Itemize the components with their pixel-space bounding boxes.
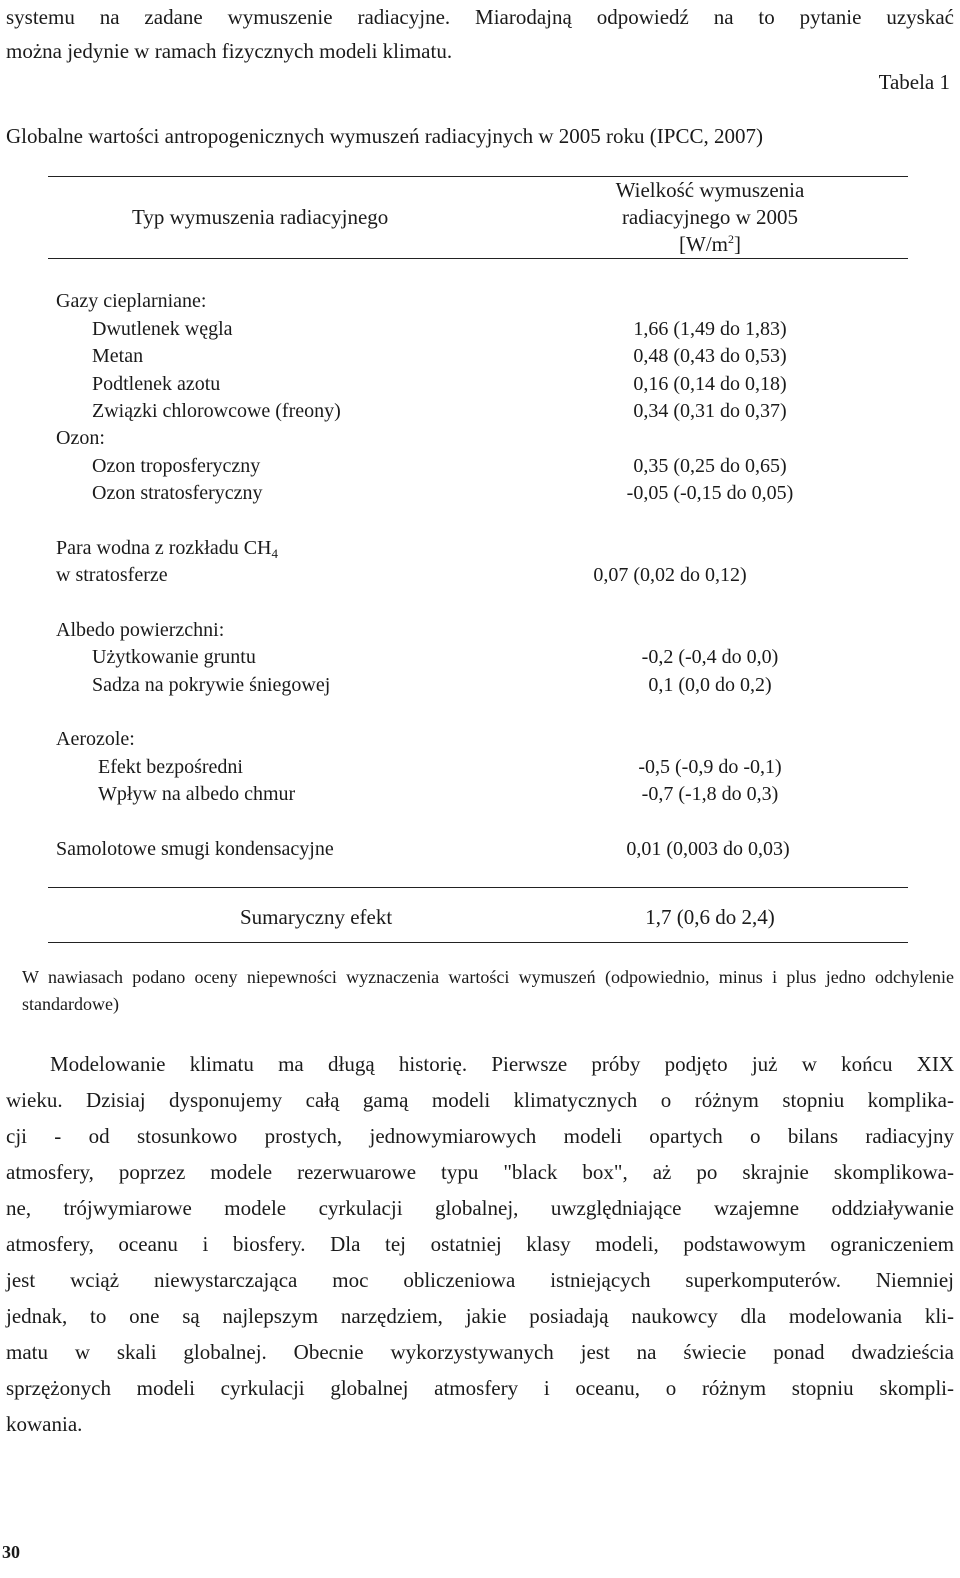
body-line: jednak, to one są najlepszym narzędziem, jakie posiadają naukowcy dla modelowania kli- <box>6 1304 954 1328</box>
unit-superscript: 2 <box>727 232 734 246</box>
group-label-ozone: Ozon: <box>56 427 105 449</box>
row-label-co2: Dwutlenek węgla <box>92 318 233 340</box>
water-vapour-text: Para wodna z rozkładu CH <box>56 537 272 559</box>
row-label-strat-ozone: Ozon stratosferyczny <box>92 482 263 504</box>
row-label-soot-snow: Sadza na pokrywie śniegowej <box>92 674 331 696</box>
table-row <box>0 342 960 370</box>
row-value-land-use: -0,2 (-0,4 do 0,0) <box>641 646 779 668</box>
header-value-line-2: radiacyjnego w 2005 <box>621 205 799 229</box>
total-value: 1,7 (0,6 do 2,4) <box>645 905 775 929</box>
page-number: 30 <box>2 1542 20 1562</box>
body-line: wieku. Dzisiaj dysponujemy całą gamą modeli klimatycznych o różnym stopniu komplika- <box>6 1088 954 1112</box>
header-type-column: Typ wymuszenia radiacyjnego <box>132 205 389 229</box>
row-value-n2o: 0,16 (0,14 do 0,18) <box>633 373 787 395</box>
row-label-land-use: Użytkowanie gruntu <box>92 646 256 668</box>
row-value-strat-ozone: -0,05 (-0,15 do 0,05) <box>626 482 794 504</box>
group-row-ghg <box>0 287 960 315</box>
group-label-ghg: Gazy cieplarniane: <box>56 290 207 312</box>
row-label-contrails: Samolotowe smugi kondensacyjne <box>56 838 334 860</box>
row-value-cloud-albedo: -0,7 (-1,8 do 0,3) <box>641 783 779 805</box>
group-label-aerosols: Aerozole: <box>56 728 135 750</box>
body-line: ne, trójwymiarowe modele cyrkulacji globalnej, uwzględniające wzajemne oddziaływanie <box>6 1196 954 1220</box>
body-line: jest wciąż niewystarczająca moc obliczeniowa istniejących superkomputerów. Niemniej <box>6 1268 954 1292</box>
table-row <box>0 370 960 398</box>
row-label-water-vapour-line-1 <box>56 534 278 562</box>
row-label-methane: Metan <box>92 345 144 367</box>
group-label-albedo: Albedo powierzchni: <box>56 619 225 641</box>
row-label-cloud-albedo: Wpływ na albedo chmur <box>98 783 296 805</box>
table-row <box>0 643 960 671</box>
row-value-freons: 0,34 (0,31 do 0,37) <box>633 400 787 422</box>
table-row <box>0 780 960 808</box>
row-value-water-vapour: 0,07 (0,02 do 0,12) <box>593 564 747 586</box>
table-row <box>0 753 960 781</box>
body-line: sprzężonych modeli cyrkulacji globalnej atmosfery i oceanu, o różnym stopniu skompli- <box>6 1376 954 1400</box>
table-row <box>0 671 960 699</box>
table-row <box>0 397 960 425</box>
table-row <box>0 315 960 343</box>
table-label: Tabela 1 <box>878 70 950 94</box>
header-bottom-rule <box>48 258 908 259</box>
unit-bracket: ] <box>733 232 741 256</box>
body-line: matu w skali globalnej. Obecnie wykorzystywanych jest na świecie ponad dwadzieścia <box>6 1340 954 1364</box>
header-value-column <box>560 177 860 258</box>
header-value-unit <box>560 231 860 258</box>
row-value-co2: 1,66 (1,49 do 1,83) <box>633 318 787 340</box>
intro-paragraph <box>6 0 954 68</box>
total-top-rule <box>48 887 908 888</box>
table-row <box>0 534 960 562</box>
row-label-direct-effect: Efekt bezpośredni <box>98 756 243 778</box>
body-line: atmosfery, poprzez modele rezerwuarowe typu "black box", aż po skrajnie skomplikowa- <box>6 1160 954 1184</box>
unit-text: [W/m <box>679 232 728 256</box>
row-label-trop-ozone: Ozon troposferyczny <box>92 455 261 477</box>
row-value-direct-effect: -0,5 (-0,9 do -0,1) <box>638 756 782 778</box>
group-row-aerosols <box>0 725 960 753</box>
row-value-soot-snow: 0,1 (0,0 do 0,2) <box>648 674 772 696</box>
body-line: cji - od stosunkowo prostych, jednowymiarowych modeli opartych o bilans radiacyjny <box>6 1124 954 1148</box>
group-row-ozone <box>0 424 960 452</box>
row-label-freons: Związki chlorowcowe (freony) <box>92 400 341 422</box>
row-label-n2o: Podtlenek azotu <box>92 373 221 395</box>
body-paragraph <box>6 1046 954 1442</box>
total-label: Sumaryczny efekt <box>240 905 393 929</box>
row-value-methane: 0,48 (0,43 do 0,53) <box>633 345 787 367</box>
table-row <box>0 835 960 863</box>
header-value-line-1: Wielkość wymuszenia <box>615 178 805 202</box>
ch4-subscript: 4 <box>271 546 278 561</box>
body-line: kowania. <box>6 1412 83 1436</box>
intro-line-1: systemu na zadane wymuszenie radiacyjne. Miarodajną odpowiedź na to pytanie uzyskać <box>6 5 954 29</box>
group-row-albedo <box>0 616 960 644</box>
body-line: atmosfery, oceanu i biosfery. Dla tej ostatniej klasy modeli, podstawowym ograniczeniem <box>6 1232 954 1256</box>
row-value-contrails: 0,01 (0,003 do 0,03) <box>626 838 790 860</box>
table-row <box>0 561 960 589</box>
table-caption: Globalne wartości antropogenicznych wymuszeń radiacyjnych w 2005 roku (IPCC, 2007) <box>6 124 763 148</box>
body-line: Modelowanie klimatu ma długą historię. Pierwsze próby podjęto już w końcu XIX <box>50 1052 954 1076</box>
row-label-water-vapour-line-2: w stratosferze <box>56 564 168 586</box>
intro-line-2: można jedynie w ramach fizycznych modeli klimatu. <box>6 39 453 63</box>
row-value-trop-ozone: 0,35 (0,25 do 0,65) <box>633 455 787 477</box>
table-bottom-rule <box>48 942 908 943</box>
table-row <box>0 479 960 507</box>
total-row <box>0 903 960 931</box>
table-row <box>0 452 960 480</box>
table-note: W nawiasach podano oceny niepewności wyznaczenia wartości wymuszeń (odpowiednio, minus i plus jedno odchylenie standardowe) <box>22 967 954 1014</box>
